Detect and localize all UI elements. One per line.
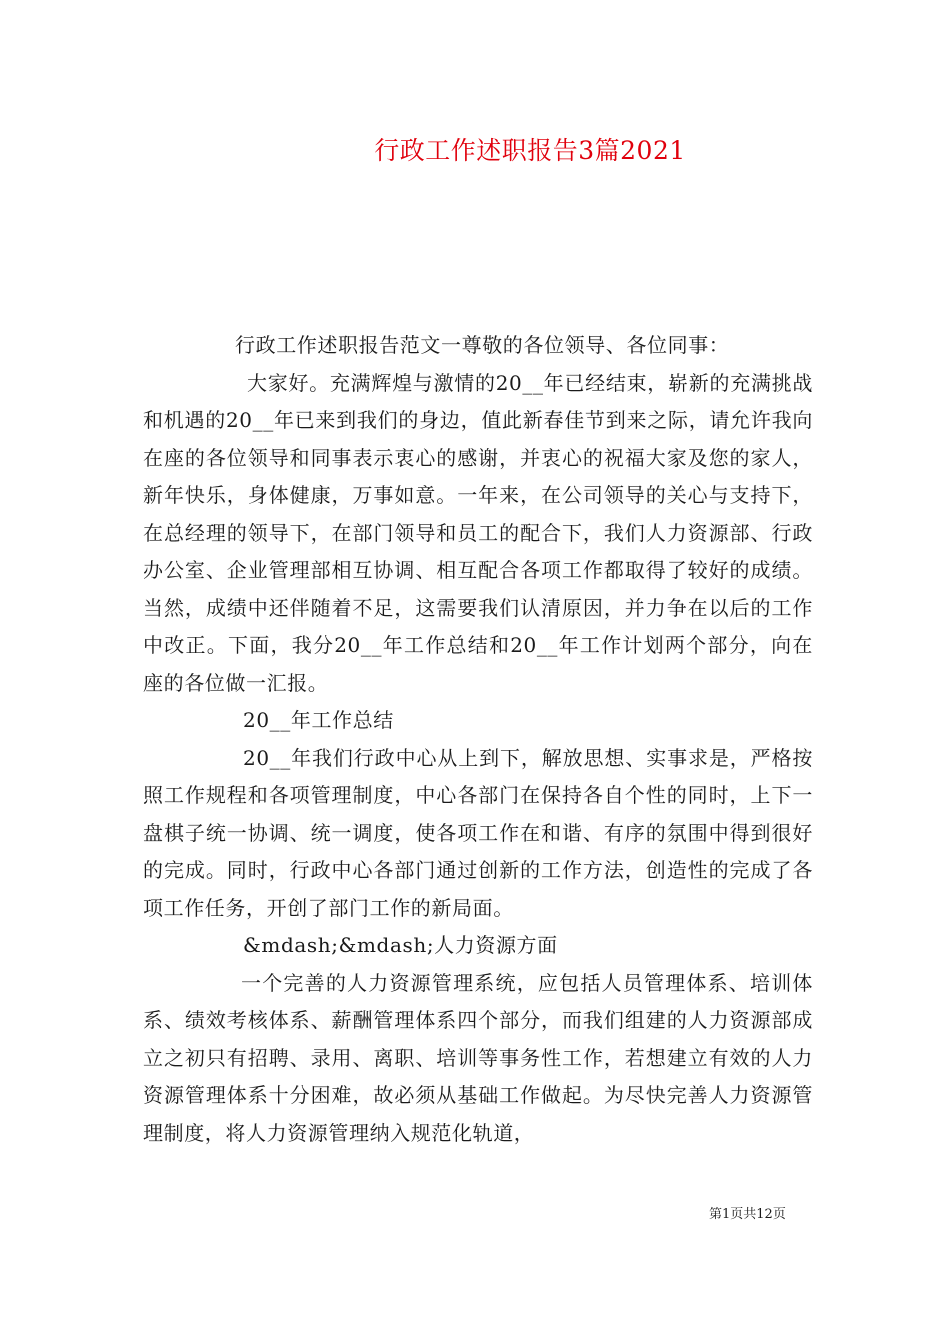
greeting-paragraph: 大家好。充满辉煌与激情的20__年已经结束，崭新的充满挑战和机遇的20__年已来到我们的身边，值此新春佳节到来之际，请允许我向在座的各位领导和同事表示衷心的感谢，并衷心的祝福大家及您的家人，新年快乐，身体健康，万事如意。一年来，在公司领导的关心与支持下，在总经理的领导下，在部门领导和员工的配合下，我们人力资源部、行政办公室、企业管理部相互协调、相互配合各项工作都取得了较好的成绩。当然，成绩中还伴随着不足，这需要我们认清原因，并力争在以后的工作中改正。下面，我分20__年工作总结和20__年工作计划两个部分，向在座的各位做一汇报。 — [143, 370, 813, 695]
hr-paragraph: 一个完善的人力资源管理系统，应包括人员管理体系、培训体系、绩效考核体系、薪酬管理体系四个部分，而我们组建的人力资源部成立之初只有招聘、录用、离职、培训等事务性工作，若想建立有效的人力资源管理体系十分困难，故必须从基础工作做起。为尽快完善人力资源管理制度，将人力资源管理纳入规范化轨道， — [143, 970, 813, 1145]
intro-paragraph: 行政工作述职报告范文一尊敬的各位领导、各位同事： — [235, 333, 730, 357]
page-number: 第1页共12页 — [709, 1207, 786, 1222]
section-heading-summary: 20__年工作总结 — [243, 708, 394, 732]
section-heading-hr: &mdash;&mdash;人力资源方面 — [243, 933, 558, 957]
document-body — [143, 327, 813, 1152]
document-title: 行政工作述职报告3篇2021 — [374, 136, 686, 165]
summary-paragraph: 20__年我们行政中心从上到下，解放思想、实事求是，严格按照工作规程和各项管理制度，中心各部门在保持各自个性的同时，上下一盘棋子统一协调、统一调度，使各项工作在和谐、有序的氛围中得到很好的完成。同时，行政中心各部门通过创新的工作方法，创造性的完成了各项工作任务，开创了部门工作的新局面。 — [143, 745, 813, 920]
